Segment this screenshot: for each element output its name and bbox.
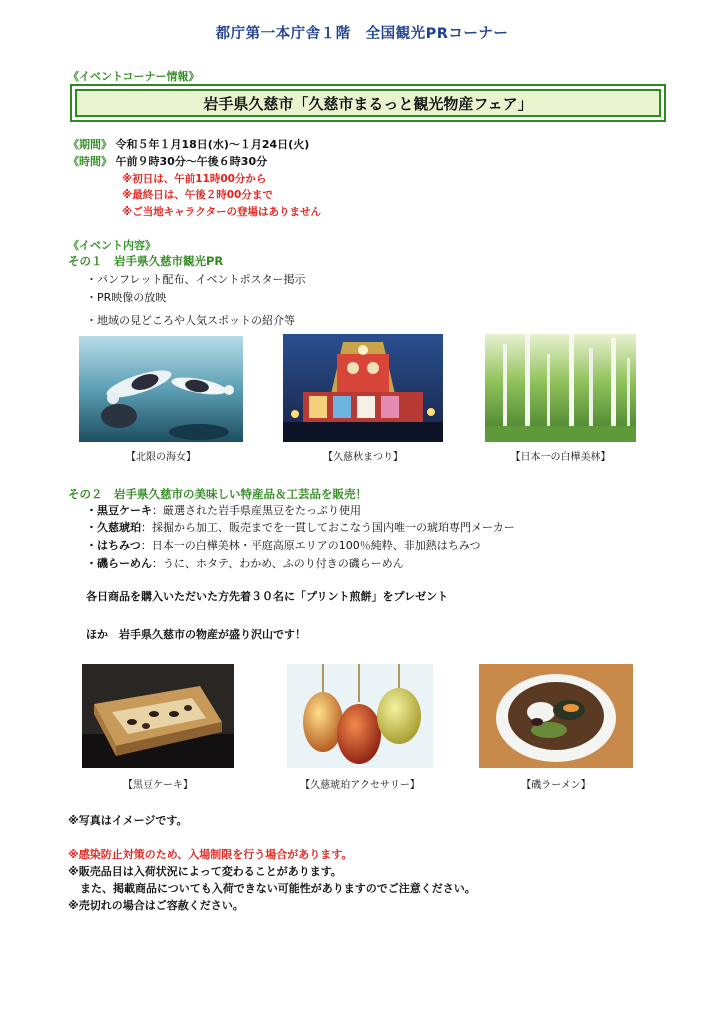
time-row xyxy=(68,153,267,169)
part1-item-1: ・パンフレット配布、イベントポスター掲示 xyxy=(86,273,306,286)
others-text: ほか 岩手県久慈市の物産が盛り沢山です！ xyxy=(86,628,306,641)
period-value: 令和５年１月18日(水)～１月24日(火) xyxy=(115,138,310,151)
image-note: ※写真はイメージです。 xyxy=(68,814,188,827)
infection-note: ※感染防止対策のため、入場制限を行う場合があります。 xyxy=(68,848,353,861)
amber-caption: 【久慈琥珀アクセサリー】 xyxy=(300,780,420,791)
product-name: ・久慈琥珀 xyxy=(86,521,141,534)
page-title: 都庁第一本庁舎１階 全国観光PRコーナー xyxy=(215,26,509,42)
cake-caption: 【黒豆ケーキ】 xyxy=(123,780,193,791)
time-value: 午前９時30分～午後６時30分 xyxy=(115,155,268,168)
birch-forest-photo xyxy=(485,334,636,442)
product-row xyxy=(86,555,404,571)
items-change-note-2: また、掲載商品についても入荷できない可能性がありますのでご注意ください。 xyxy=(80,882,476,895)
items-change-note: ※販売品目は入荷状況によって変わることがあります。 xyxy=(68,865,342,878)
product-desc: ：日本一の白樺美林・平庭高原エリアの100％純粋、非加熱はちみつ xyxy=(140,539,481,552)
product-name: ・磯らーめん xyxy=(86,557,152,570)
product-row xyxy=(86,519,515,535)
festival-caption: 【久慈秋まつり】 xyxy=(323,452,403,463)
product-name: ・はちみつ xyxy=(86,539,141,552)
festival-photo xyxy=(283,334,443,442)
present-text: 各日商品を購入いただいた方先着３０名に「プリント煎餅」をプレゼント xyxy=(86,590,449,603)
event-banner xyxy=(70,84,666,122)
part1-heading: その１ 岩手県久慈市観光PR xyxy=(68,254,224,268)
period-label: 《期間》 xyxy=(68,138,112,151)
product-desc: ：うに、ホタテ、わかめ、ふのり付きの磯らーめん xyxy=(152,557,404,570)
product-row xyxy=(86,537,481,553)
birch-forest-caption: 【日本一の白樺美林】 xyxy=(510,452,611,463)
ramen-caption: 【磯ラーメン】 xyxy=(521,780,591,791)
product-row xyxy=(86,502,361,518)
schedule-note-3: ※ご当地キャラクターの登場はありません xyxy=(122,206,321,218)
part1-item-3: ・地域の見どころや人気スポットの紹介等 xyxy=(86,314,295,327)
amber-photo xyxy=(287,664,433,768)
diver-caption: 【北限の海女】 xyxy=(126,452,196,463)
event-banner-title: 岩手県久慈市「久慈市まるっと観光物産フェア」 xyxy=(75,89,661,117)
time-label: 《時間》 xyxy=(68,155,112,168)
soldout-note: ※売切れの場合はご容赦ください。 xyxy=(68,899,244,912)
ramen-photo xyxy=(479,664,633,768)
part1-item-2: ・PR映像の放映 xyxy=(86,291,167,304)
product-desc: ：採掘から加工、販売までを一貫しておこなう国内唯一の琥珀専門メーカー xyxy=(141,521,515,534)
product-name: ・黒豆ケーキ xyxy=(86,504,152,517)
period-row xyxy=(68,136,309,152)
schedule-note-1: ※初日は、午前11時00分から xyxy=(122,173,267,185)
event-info-label: 《イベントコーナー情報》 xyxy=(68,70,200,83)
event-content-label: 《イベント内容》 xyxy=(68,239,156,252)
part2-heading: その２ 岩手県久慈市の美味しい特産品＆工芸品を販売！ xyxy=(68,487,367,501)
product-desc: ：厳選された岩手県産黒豆をたっぷり使用 xyxy=(152,504,361,517)
cake-photo xyxy=(82,664,234,768)
schedule-note-2: ※最終日は、午後２時00分まで xyxy=(122,189,273,201)
diver-photo xyxy=(79,336,243,442)
